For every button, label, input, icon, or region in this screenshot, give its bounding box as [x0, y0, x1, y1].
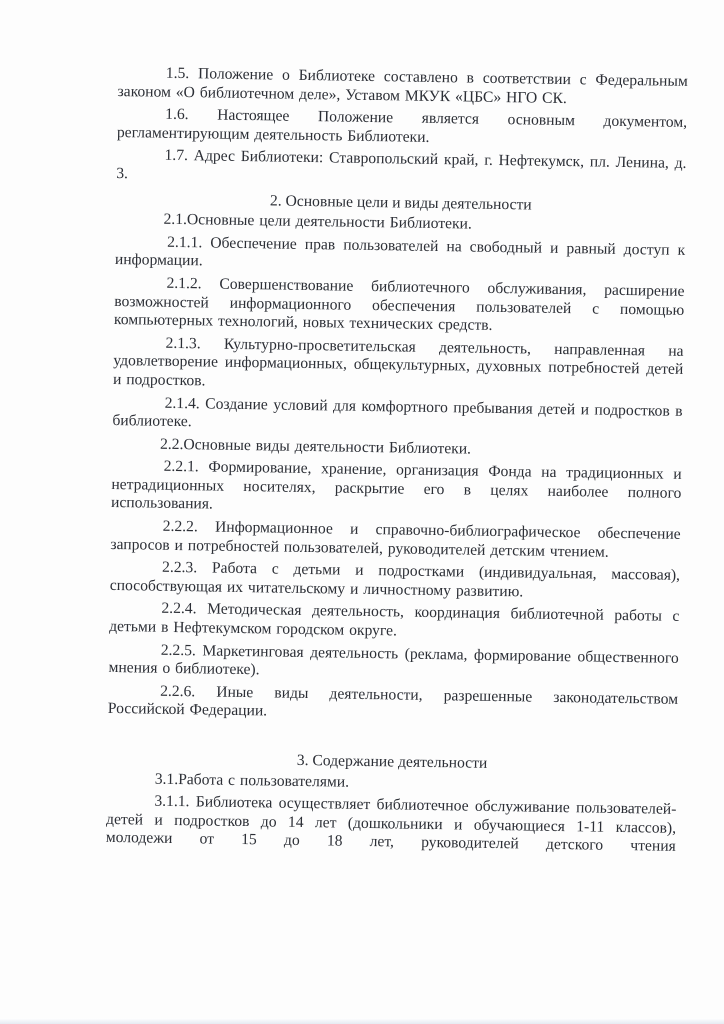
section-2-heading: 2. Основные цели и виды деятельности: [269, 191, 532, 214]
clause-2-1-3: 2.1.3. Культурно-просветительская деятельность, направленная на удовлетворение информационных, общекультурных, духовных потребностей детей и подростков.: [112, 334, 684, 390]
clause-2-2-1: 2.2.1. Формирование, хранение, организация Фонда на традиционных и нетрадиционных носителях, раскрытие его в целях наиболее полного использования.: [110, 458, 682, 514]
clause-2-1-4: 2.1.4. Создание условий для комфортного пребывания детей и подростков в библиотеке.: [112, 394, 683, 431]
clause-2-1: 2.1.Основные цели деятельности Библиотеки.: [163, 210, 472, 233]
clause-2-2-4: 2.2.4. Методическая деятельность, координация библиотечной работы с детьми в Нефтекумском городском округе.: [109, 600, 680, 640]
clause-2-2-2: 2.2.2. Информационное и справочно-библиографическое обеспечение запросов и потребностей пользователей, руководителей детским чтением.: [110, 517, 681, 561]
document-body: [106, 64, 688, 861]
clause-2-1-1: 2.1.1. Обеспечение прав пользователей на свободный и равный доступ к информации.: [114, 233, 686, 270]
section-3-heading: 3. Содержание деятельности: [296, 751, 488, 772]
clause-3-1: 3.1.Работа с пользователями.: [154, 770, 350, 791]
scan-bottom-edge: [0, 1018, 724, 1024]
clause-2-1-2: 2.1.2. Совершенствование библиотечного обслуживания, расширение возможностей информационного обеспечения пользователей с помощью компьютерных технологий, новых технических средств.: [113, 274, 685, 335]
clause-2-2: 2.2.Основные виды деятельности Библиотеки.: [159, 435, 472, 458]
clause-2-2-3: 2.2.3. Работа с детьми и подростками (индивидуальная, массовая), способствующая их читательскому и личностному развитию.: [109, 559, 681, 601]
clause-2-2-6: 2.2.6. Иные виды деятельности, разрешенные законодательством Российской Федерации.: [107, 682, 679, 720]
clause-3-1-1: 3.1.1. Библиотека осуществляет библиотечное обслуживание пользователей-детей и подростков до 14 лет (дошкольники и обучающиеся 1-11 классов), молодежи от 15 до 18 лет, руководителей детского чтения: [105, 792, 677, 856]
clause-1-5: 1.5. Положение о Библиотеке составлено в соответствии с Федеральным законом «О библиотечном деле», Уставом МКУК «ЦБС» НГО СК.: [117, 64, 688, 107]
clause-2-2-5: 2.2.5. Маркетинговая деятельность (реклама, формирование общественного мнения о библиотеке).: [108, 641, 679, 679]
clause-1-7: 1.7. Адрес Библиотеки: Ставропольский край, г. Нефтекумск, пл. Ленина, д. 3.: [116, 147, 687, 183]
clause-1-6: 1.6. Настоящее Положение является основным документом, регламентирующим деятельность Библиотеки.: [116, 105, 688, 146]
